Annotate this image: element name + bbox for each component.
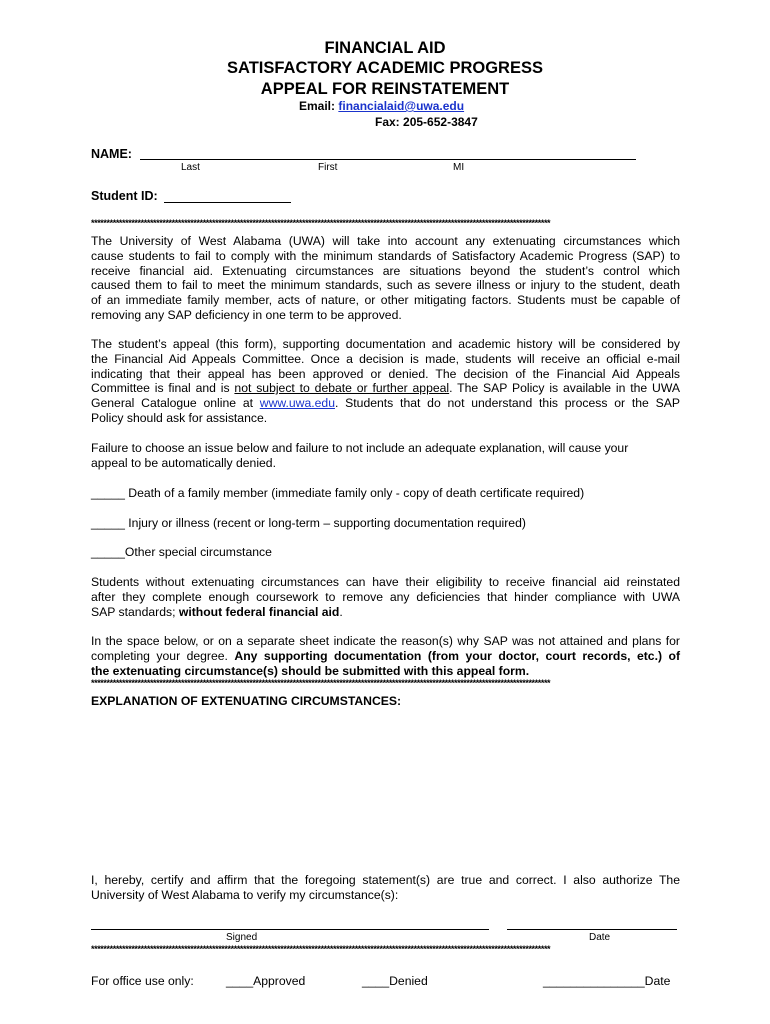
appeal-text: Committee is final and is: [91, 381, 235, 396]
separator-line: ****************************************************************************************************************************************************: [91, 218, 551, 228]
intro-line: receive financial aid. Extenuating circumstances are situations beyond the student’s control which: [91, 263, 680, 278]
email-line: [299, 99, 464, 113]
intro-line: The University of West Alabama (UWA) will take into account any extenuating circumstances which: [91, 234, 680, 248]
signature-line[interactable]: [91, 929, 489, 930]
option-other-special-circumstance[interactable]: _____Other special circumstance: [91, 545, 272, 559]
name-sub-last: Last: [181, 162, 200, 173]
intro-line: caused them to fail to meet the minimum standards, such as severe illness or injury to the student, death: [91, 278, 680, 293]
instructions-bold-text: Any supporting documentation (from your doctor, court records, etc.) of: [234, 648, 681, 663]
title-line-1: FINANCIAL AID: [324, 39, 446, 57]
without-extenuating-paragraph: [91, 575, 680, 619]
certify-line: University of West Alabama to verify my circumstance(s):: [91, 887, 399, 902]
email-link[interactable]: financialaid@uwa.edu: [338, 99, 465, 113]
fax-line: [375, 115, 478, 129]
instructions-line: In the space below, or on a separate sheet indicate the reason(s) why SAP was not attained and plans for: [91, 634, 680, 648]
student-id-label: Student ID:: [91, 189, 158, 203]
instructions-line-2: [91, 649, 680, 664]
failure-paragraph: [91, 441, 680, 471]
instructions-bold-line: the extenuating circumstance(s) should be submitted with this appeal form.: [91, 663, 530, 678]
intro-line: cause students to fail to comply with the minimum standards of Satisfactory Academic Progress (SAP) to: [91, 248, 680, 263]
separator-line: ****************************************************************************************************************************************************: [91, 678, 551, 688]
option-death-of-family-member[interactable]: _____ Death of a family member (immediate family only - copy of death certificate required): [91, 486, 585, 500]
signed-label: Signed: [226, 932, 258, 943]
appeal-line: indicating that their appeal has been approved or denied. The decision of the Financial Aid Appeals: [91, 366, 680, 381]
office-date-field[interactable]: _______________Date: [543, 974, 671, 988]
appeal-line: the Financial Aid Appeals Committee. Once a decision is made, students will receive an official e-mail: [91, 351, 680, 366]
without-line: Students without extenuating circumstances can have their eligibility to receive financial aid reinstated: [91, 575, 680, 589]
appeal-underlined-text: not subject to debate or further appeal: [234, 381, 450, 396]
fax-label: Fax:: [375, 115, 400, 129]
office-denied-field[interactable]: ____Denied: [362, 974, 428, 988]
date-line[interactable]: [507, 929, 677, 930]
explanation-heading: EXPLANATION OF EXTENUATING CIRCUMSTANCES:: [91, 694, 402, 708]
without-bold-text: without federal financial aid: [178, 604, 340, 619]
option-injury-or-illness[interactable]: _____ Injury or illness (recent or long-term – supporting documentation required): [91, 516, 526, 530]
name-sub-first: First: [318, 162, 338, 173]
without-line-3: [91, 605, 680, 620]
instructions-text: completing your degree.: [91, 648, 235, 663]
explanation-area[interactable]: [91, 712, 680, 862]
appeal-line-4: [91, 381, 680, 396]
intro-line: removing any SAP deficiency in one term to be approved.: [91, 307, 402, 322]
appeal-text: . Students that do not understand this process or the SAP: [334, 396, 680, 411]
appeal-text: General Catalogue online at: [91, 396, 260, 411]
intro-line: of an immediate family member, acts of nature, or other mitigating factors. Students must be capable of: [91, 293, 680, 308]
separator-line: ****************************************************************************************************************************************************: [91, 944, 551, 954]
name-input-line[interactable]: [140, 159, 636, 160]
instructions-paragraph: [91, 634, 680, 678]
appeal-line: The student’s appeal (this form), supporting documentation and academic history will be considered by: [91, 337, 680, 351]
name-label: NAME:: [91, 147, 132, 161]
name-sub-mi: MI: [453, 162, 465, 173]
intro-paragraph: [91, 234, 680, 323]
appeal-line: Policy should ask for assistance.: [91, 410, 268, 425]
without-text: .: [339, 604, 343, 619]
student-id-input-line[interactable]: [164, 202, 291, 203]
without-line: after they complete enough coursework to remove any deficiencies that hinder compliance with UWA: [91, 589, 680, 604]
failure-line: Failure to choose an issue below and failure to not include an adequate explanation, will cause your: [91, 441, 629, 455]
certify-line: I, hereby, certify and affirm that the foregoing statement(s) are true and correct. I also authorize The: [91, 873, 680, 887]
failure-line: appeal to be automatically denied.: [91, 455, 276, 470]
uwa-website-link[interactable]: www.uwa.edu: [259, 396, 335, 411]
appeal-paragraph: [91, 337, 680, 426]
appeal-text: . The SAP Policy is available in the UWA: [449, 381, 680, 396]
email-label: Email:: [299, 99, 336, 113]
certify-paragraph: [91, 873, 680, 903]
without-text: SAP standards;: [91, 604, 179, 619]
office-use-label: For office use only:: [91, 974, 194, 988]
title-line-2: SATISFACTORY ACADEMIC PROGRESS: [227, 59, 543, 77]
date-label: Date: [589, 932, 611, 943]
office-approved-field[interactable]: ____Approved: [226, 974, 306, 988]
fax-value: 205-652-3847: [403, 115, 478, 129]
title-line-3: APPEAL FOR REINSTATEMENT: [260, 80, 510, 98]
appeal-line-5: [91, 396, 680, 411]
